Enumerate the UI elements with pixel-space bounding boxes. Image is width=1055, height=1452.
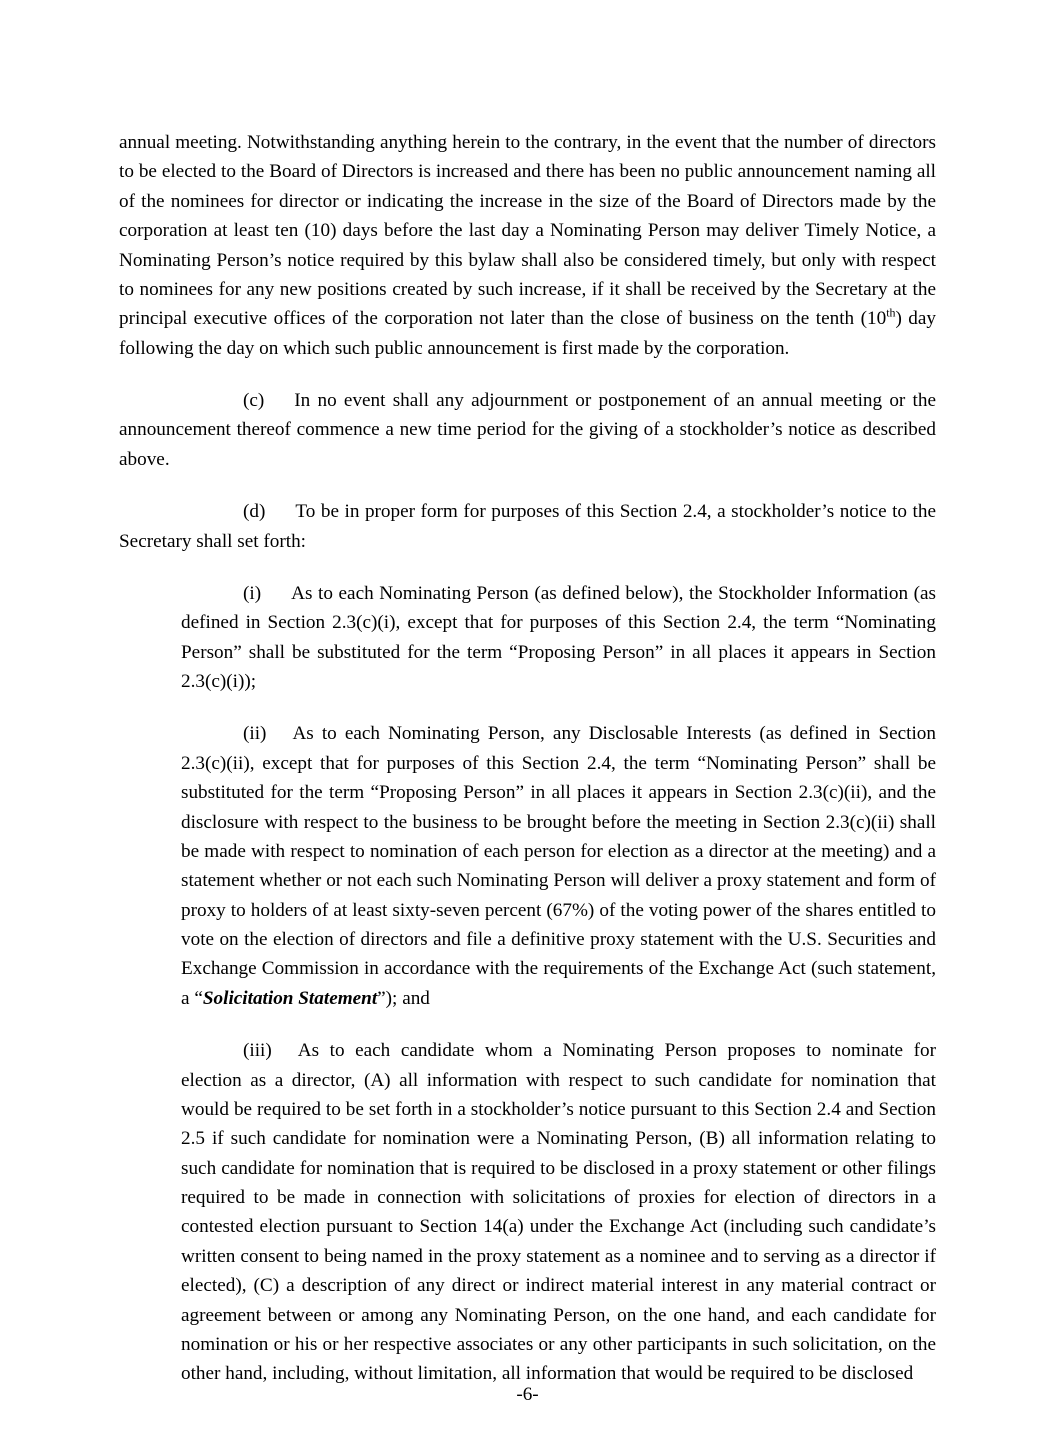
continuation-text-part1: annual meeting. Notwithstanding anything herein to the contrary, in the event that the number of directors to be elected to the Board of Directors is increased and there has been no public announcement naming all of the nominees for director or indicating the increase in the size of the Board of Directors made by the corporation at least ten (10) days before the last day a Nominating Person may deliver Timely Notice, a Nominating Person’s notice required by this bylaw shall also be considered timely, but only with respect to nominees for any new positions created by such increase, if it shall be received by the Secretary at the principal executive offices of the corporation not later than the close of business on the tenth (10 [119,132,936,330]
paragraph-ii-text-before-bold: As to each Nominating Person, any Disclosable Interests (as defined in Section 2.3(c)(ii), except that for purposes of this Section 2.4, the term “Nominating Person” shall be substituted for the term “Proposing Person” in all places it appears in Section 2.3(c)(ii), and the disclosure with respect to the business to be brought before the meeting in Section 2.3(c)(ii) shall be made with respect to nomination of each person for election as a director at the meeting) and a statement whether or not each such Nominating Person will deliver a proxy statement and form of proxy to holders of at least sixty-seven percent (67%) of the voting power of the shares entitled to vote on the election of directors and file a definitive proxy statement with the U.S. Securities and Exchange Commission in accordance with the requirements of the Exchange Act (such statement, a “ [181,723,936,1009]
page-number-footer: -6- [516,1383,539,1405]
paragraph-ii [119,719,936,1013]
paragraph-iii [119,1036,936,1389]
ordinal-superscript: th [886,305,896,320]
paragraph-ii-marker: (ii) [243,723,267,745]
paragraph-d-marker: (d) [243,501,266,523]
paragraph-c-text: In no event shall any adjournment or postponement of an annual meeting or the announcement thereof commence a new time period for the giving of a stockholder’s notice as described above. [119,390,936,470]
paragraph-i-marker: (i) [243,582,262,604]
continuation-text-part2: ) day following the day on which such public announcement is first made by the corporation. [119,308,937,359]
paragraph-iii-text: As to each candidate whom a Nominating Person proposes to nominate for election as a director, (A) all information with respect to such candidate for nomination that would be required to be set forth in a stockholder’s notice pursuant to this Section 2.4 and Section 2.5 if such candidate for nomination were a Nominating Person, (B) all information relating to such candidate for nomination that is required to be disclosed in a proxy statement or other filings required to be made in connection with solicitations of proxies for election of directors in a contested election pursuant to Section 14(a) under the Exchange Act (including such candidate’s written consent to being named in the proxy statement as a nominee and to serving as a director if elected), (C) a description of any direct or indirect material interest in any material contract or agreement between or among any Nominating Person, on the one hand, and each candidate for nomination or his or her respective associates or any other participants in such solicitation, on the other hand, including, without limitation, all information that would be required to be disclosed [181,1040,936,1385]
paragraph-continuation [119,128,936,363]
paragraph-c [119,386,936,474]
document-body [119,128,936,1389]
defined-term-solicitation-statement: Solicitation Statement [202,987,378,1009]
paragraph-i [119,579,936,697]
paragraph-d-text: To be in proper form for purposes of this Section 2.4, a stockholder’s notice to the Secretary shall set forth: [119,501,936,552]
paragraph-ii-text-after-bold: ”); and [377,987,430,1009]
paragraph-iii-marker: (iii) [243,1040,272,1062]
paragraph-d [119,497,936,556]
paragraph-c-marker: (c) [243,390,265,411]
paragraph-i-text: As to each Nominating Person (as defined below), the Stockholder Information (as defined in Section 2.3(c)(i), except that for purposes of this Section 2.4, the term “Nominating Person” shall be substituted for the term “Proposing Person” in all places it appears in Section 2.3(c)(i)); [181,582,936,692]
